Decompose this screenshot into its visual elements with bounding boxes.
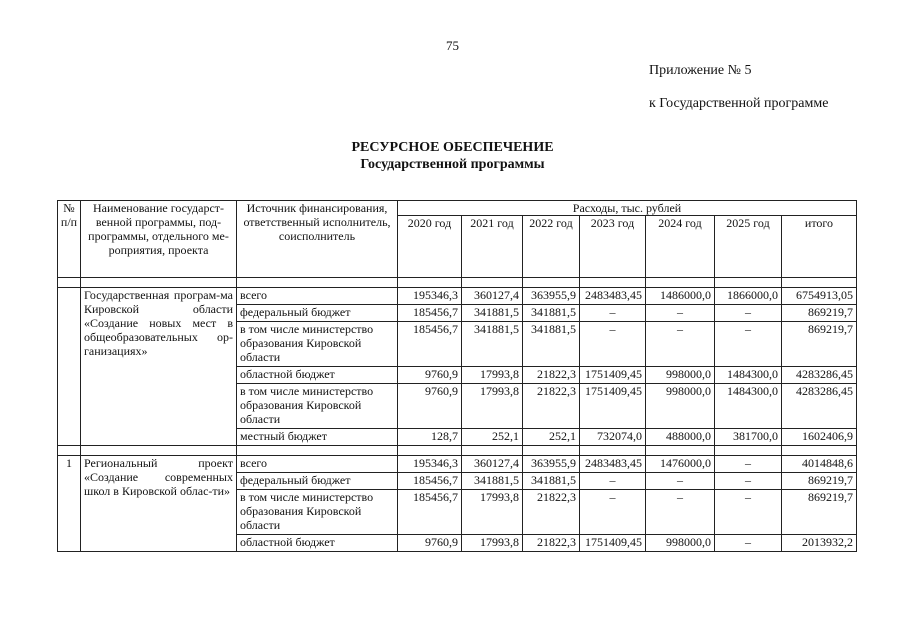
header-source: Источник финансирования, ответственный исполнитель, соисполнитель bbox=[237, 201, 398, 278]
value-cell: 9760,9 bbox=[398, 535, 462, 552]
value-cell: 21822,3 bbox=[523, 367, 580, 384]
value-cell: 360127,4 bbox=[462, 456, 523, 473]
gap-cell bbox=[715, 278, 782, 288]
value-cell: 17993,8 bbox=[462, 367, 523, 384]
funding-source: областной бюджет bbox=[237, 535, 398, 552]
funding-source: областной бюджет bbox=[237, 367, 398, 384]
value-cell: 341881,5 bbox=[462, 305, 523, 322]
value-cell: 732074,0 bbox=[580, 429, 646, 446]
funding-source: всего bbox=[237, 288, 398, 305]
value-cell: – bbox=[715, 305, 782, 322]
value-cell: 869219,7 bbox=[782, 305, 857, 322]
value-cell: – bbox=[646, 490, 715, 535]
value-cell: 9760,9 bbox=[398, 384, 462, 429]
value-cell: 998000,0 bbox=[646, 535, 715, 552]
value-cell: 4283286,45 bbox=[782, 367, 857, 384]
value-cell: 2483483,45 bbox=[580, 288, 646, 305]
value-cell: 17993,8 bbox=[462, 535, 523, 552]
value-cell: 9760,9 bbox=[398, 367, 462, 384]
value-cell: 998000,0 bbox=[646, 384, 715, 429]
gap-cell bbox=[462, 278, 523, 288]
gap-cell bbox=[523, 278, 580, 288]
gap-cell bbox=[715, 446, 782, 456]
value-cell: 1484300,0 bbox=[715, 384, 782, 429]
value-cell: 2483483,45 bbox=[580, 456, 646, 473]
value-cell: 360127,4 bbox=[462, 288, 523, 305]
gap-cell bbox=[580, 278, 646, 288]
value-cell: 1751409,45 bbox=[580, 535, 646, 552]
block-gap-row bbox=[58, 446, 857, 456]
value-cell: 341881,5 bbox=[523, 473, 580, 490]
value-cell: 252,1 bbox=[462, 429, 523, 446]
funding-source: местный бюджет bbox=[237, 429, 398, 446]
gap-cell bbox=[523, 446, 580, 456]
value-cell: – bbox=[580, 490, 646, 535]
value-cell: 363955,9 bbox=[523, 288, 580, 305]
value-cell: 341881,5 bbox=[523, 322, 580, 367]
funding-source: федеральный бюджет bbox=[237, 305, 398, 322]
gap-cell bbox=[398, 278, 462, 288]
value-cell: 195346,3 bbox=[398, 456, 462, 473]
header-row-1 bbox=[58, 201, 857, 216]
gap-cell bbox=[782, 446, 857, 456]
gap-cell bbox=[646, 446, 715, 456]
value-cell: 869219,7 bbox=[782, 322, 857, 367]
block-name: Региональный проект «Создание современных школ в Кировской облас-ти» bbox=[81, 456, 237, 552]
gap-cell bbox=[81, 446, 237, 456]
header-year-2: 2022 год bbox=[523, 216, 580, 278]
table-body bbox=[58, 201, 857, 552]
value-cell: 6754913,05 bbox=[782, 288, 857, 305]
gap-cell bbox=[782, 278, 857, 288]
gap-cell bbox=[398, 446, 462, 456]
value-cell: 869219,7 bbox=[782, 490, 857, 535]
funding-source: в том числе министерство образования Кировской области bbox=[237, 490, 398, 535]
value-cell: – bbox=[715, 473, 782, 490]
gap-cell bbox=[58, 278, 81, 288]
value-cell: 195346,3 bbox=[398, 288, 462, 305]
header-expenses: Расходы, тыс. рублей bbox=[398, 201, 857, 216]
header-year-0: 2020 год bbox=[398, 216, 462, 278]
value-cell: – bbox=[715, 456, 782, 473]
header-year-6: итого bbox=[782, 216, 857, 278]
value-cell: 998000,0 bbox=[646, 367, 715, 384]
funding-source: в том числе министерство образования Кировской области bbox=[237, 322, 398, 367]
gap-cell bbox=[237, 446, 398, 456]
value-cell: 1751409,45 bbox=[580, 384, 646, 429]
title-line-1: РЕСУРСНОЕ ОБЕСПЕЧЕНИЕ bbox=[351, 140, 554, 155]
value-cell: 185456,7 bbox=[398, 305, 462, 322]
value-cell: 1751409,45 bbox=[580, 367, 646, 384]
value-cell: 1484300,0 bbox=[715, 367, 782, 384]
table-row bbox=[58, 288, 857, 305]
value-cell: 1866000,0 bbox=[715, 288, 782, 305]
header-year-4: 2024 год bbox=[646, 216, 715, 278]
value-cell: – bbox=[715, 322, 782, 367]
value-cell: 341881,5 bbox=[523, 305, 580, 322]
table-row bbox=[58, 456, 857, 473]
header-num: № п/п bbox=[58, 201, 81, 278]
gap-cell bbox=[237, 278, 398, 288]
block-number bbox=[58, 288, 81, 446]
value-cell: – bbox=[646, 305, 715, 322]
value-cell: 4014848,6 bbox=[782, 456, 857, 473]
value-cell: 1602406,9 bbox=[782, 429, 857, 446]
value-cell: 1486000,0 bbox=[646, 288, 715, 305]
block-number: 1 bbox=[58, 456, 81, 552]
funding-source: всего bbox=[237, 456, 398, 473]
value-cell: – bbox=[580, 305, 646, 322]
value-cell: – bbox=[646, 473, 715, 490]
value-cell: 185456,7 bbox=[398, 490, 462, 535]
gap-cell bbox=[580, 446, 646, 456]
value-cell: 1476000,0 bbox=[646, 456, 715, 473]
page-number: 75 bbox=[446, 38, 459, 53]
value-cell: 869219,7 bbox=[782, 473, 857, 490]
value-cell: 21822,3 bbox=[523, 384, 580, 429]
value-cell: 363955,9 bbox=[523, 456, 580, 473]
value-cell: – bbox=[715, 490, 782, 535]
value-cell: – bbox=[646, 322, 715, 367]
header-year-1: 2021 год bbox=[462, 216, 523, 278]
block-gap-row bbox=[58, 278, 857, 288]
value-cell: 488000,0 bbox=[646, 429, 715, 446]
header-name: Наименование государст-венной программы, под-программы, отдельного ме-роприятия, проекта bbox=[81, 201, 237, 278]
block-name: Государственная програм-ма Кировской области «Создание новых мест в общеобразовательных ор-ганизациях» bbox=[81, 288, 237, 446]
header-year-5: 2025 год bbox=[715, 216, 782, 278]
value-cell: 21822,3 bbox=[523, 535, 580, 552]
gap-cell bbox=[58, 446, 81, 456]
appendix-reference: к Государственной программе bbox=[649, 96, 829, 111]
value-cell: 128,7 bbox=[398, 429, 462, 446]
value-cell: – bbox=[715, 535, 782, 552]
value-cell: 17993,8 bbox=[462, 384, 523, 429]
value-cell: 185456,7 bbox=[398, 473, 462, 490]
gap-cell bbox=[462, 446, 523, 456]
value-cell: 381700,0 bbox=[715, 429, 782, 446]
value-cell: 252,1 bbox=[523, 429, 580, 446]
value-cell: 17993,8 bbox=[462, 490, 523, 535]
value-cell: – bbox=[580, 322, 646, 367]
document-title bbox=[0, 139, 905, 173]
header-year-3: 2023 год bbox=[580, 216, 646, 278]
value-cell: 341881,5 bbox=[462, 473, 523, 490]
value-cell: 2013932,2 bbox=[782, 535, 857, 552]
value-cell: 4283286,45 bbox=[782, 384, 857, 429]
value-cell: 341881,5 bbox=[462, 322, 523, 367]
value-cell: 21822,3 bbox=[523, 490, 580, 535]
title-line-2: Государственной программы bbox=[360, 157, 545, 172]
value-cell: 185456,7 bbox=[398, 322, 462, 367]
gap-cell bbox=[646, 278, 715, 288]
funding-source: федеральный бюджет bbox=[237, 473, 398, 490]
appendix-label: Приложение № 5 bbox=[649, 63, 752, 78]
value-cell: – bbox=[580, 473, 646, 490]
resource-table bbox=[57, 200, 857, 552]
gap-cell bbox=[81, 278, 237, 288]
funding-source: в том числе министерство образования Кировской области bbox=[237, 384, 398, 429]
